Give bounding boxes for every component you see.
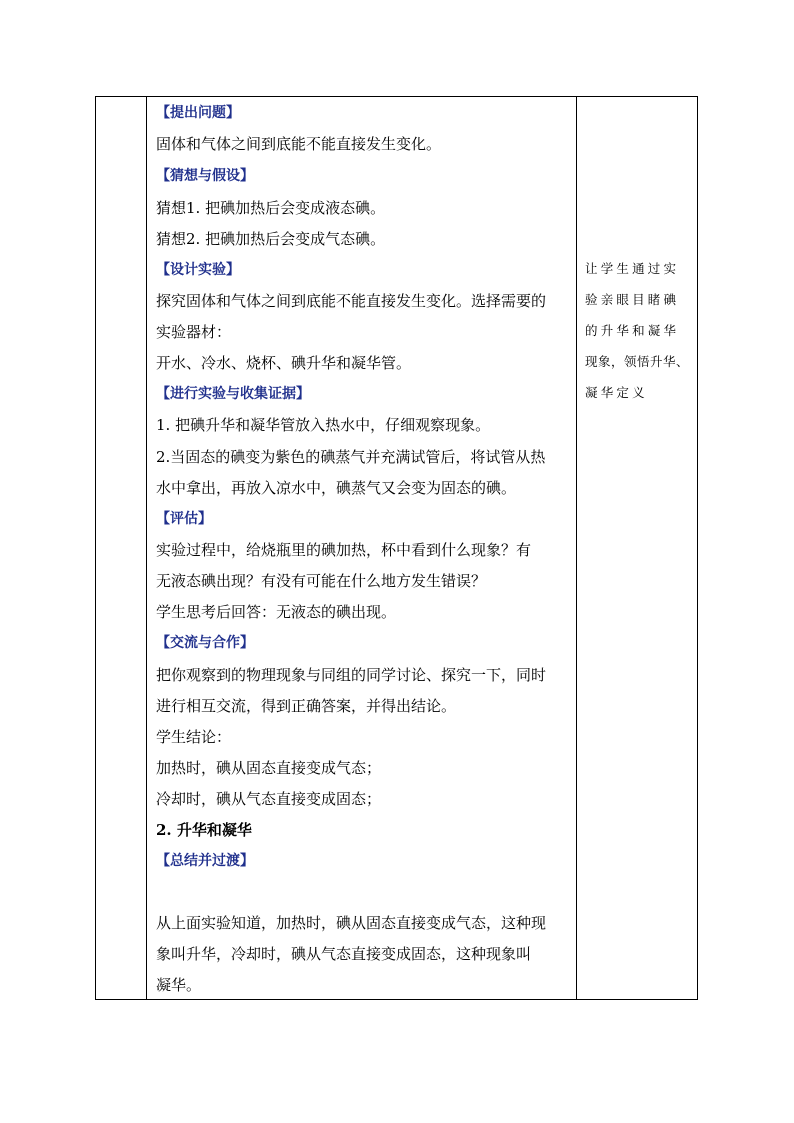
note-line: 的升华和凝华 xyxy=(585,323,680,338)
content-line: 探究固体和气体之间到底能不能直接发生变化。选择需要的 xyxy=(156,292,547,310)
content-line: 无液态碘出现？有没有可能在什么地方发生错误？ xyxy=(156,572,487,590)
content-line: 象叫升华，冷却时，碘从气态直接变成固态，这种现象叫 xyxy=(156,945,532,963)
content-line: 2.当固态的碘变为紫色的碘蒸气并充满试管后，将试管从热 xyxy=(156,448,546,466)
heading-raise-question: 【提出问题】 xyxy=(156,105,240,121)
content-line: 冷却时，碘从气态直接变成固态； xyxy=(156,790,382,808)
heading-summary-transition: 【总结并过渡】 xyxy=(156,853,254,869)
section-title-sublimation: 2. 升华和凝华 xyxy=(156,821,252,839)
content-line: 猜想1. 把碘加热后会变成液态碘。 xyxy=(156,199,386,217)
note-line: 现象，领悟升华、 xyxy=(585,354,690,369)
heading-hypothesis: 【猜想与假设】 xyxy=(156,168,254,184)
heading-exchange-cooperation: 【交流与合作】 xyxy=(156,635,254,651)
heading-conduct-experiment: 【进行实验与收集证据】 xyxy=(156,386,310,402)
content-line: 1. 把碘升华和凝华管放入热水中，仔细观察现象。 xyxy=(156,416,491,434)
content-line: 实验器材： xyxy=(156,323,232,341)
content-line: 学生思考后回答：无液态的碘出现。 xyxy=(156,603,397,621)
heading-evaluation: 【评估】 xyxy=(156,511,212,527)
content-line: 把你观察到的物理现象与同组的同学讨论、探究一下，同时 xyxy=(156,666,547,684)
content-line: 凝华。 xyxy=(156,976,202,994)
note-line: 让学生通过实 xyxy=(585,261,680,276)
left-column-cell xyxy=(96,97,147,999)
lesson-table xyxy=(95,96,698,1000)
notes-column-cell xyxy=(577,97,697,999)
content-line: 进行相互交流，得到正确答案，并得出结论。 xyxy=(156,697,457,715)
content-line: 固体和气体之间到底能不能直接发生变化。 xyxy=(156,135,442,153)
content-line: 加热时，碘从固态直接变成气态； xyxy=(156,759,382,777)
content-line: 学生结论： xyxy=(156,728,232,746)
note-line: 凝华定义 xyxy=(585,385,648,400)
heading-design-experiment: 【设计实验】 xyxy=(156,262,240,278)
content-line: 从上面实验知道，加热时，碘从固态直接变成气态，这种现 xyxy=(156,914,547,932)
content-line: 水中拿出，再放入凉水中，碘蒸气又会变为固态的碘。 xyxy=(156,479,517,497)
content-line: 实验过程中，给烧瓶里的碘加热，杯中看到什么现象？有 xyxy=(156,541,532,559)
content-line: 开水、冷水、烧杯、碘升华和凝华管。 xyxy=(156,354,412,372)
content-column-cell xyxy=(147,97,577,999)
note-line: 验亲眼目睹碘 xyxy=(585,292,680,307)
content-line: 猜想2. 把碘加热后会变成气态碘。 xyxy=(156,230,386,248)
